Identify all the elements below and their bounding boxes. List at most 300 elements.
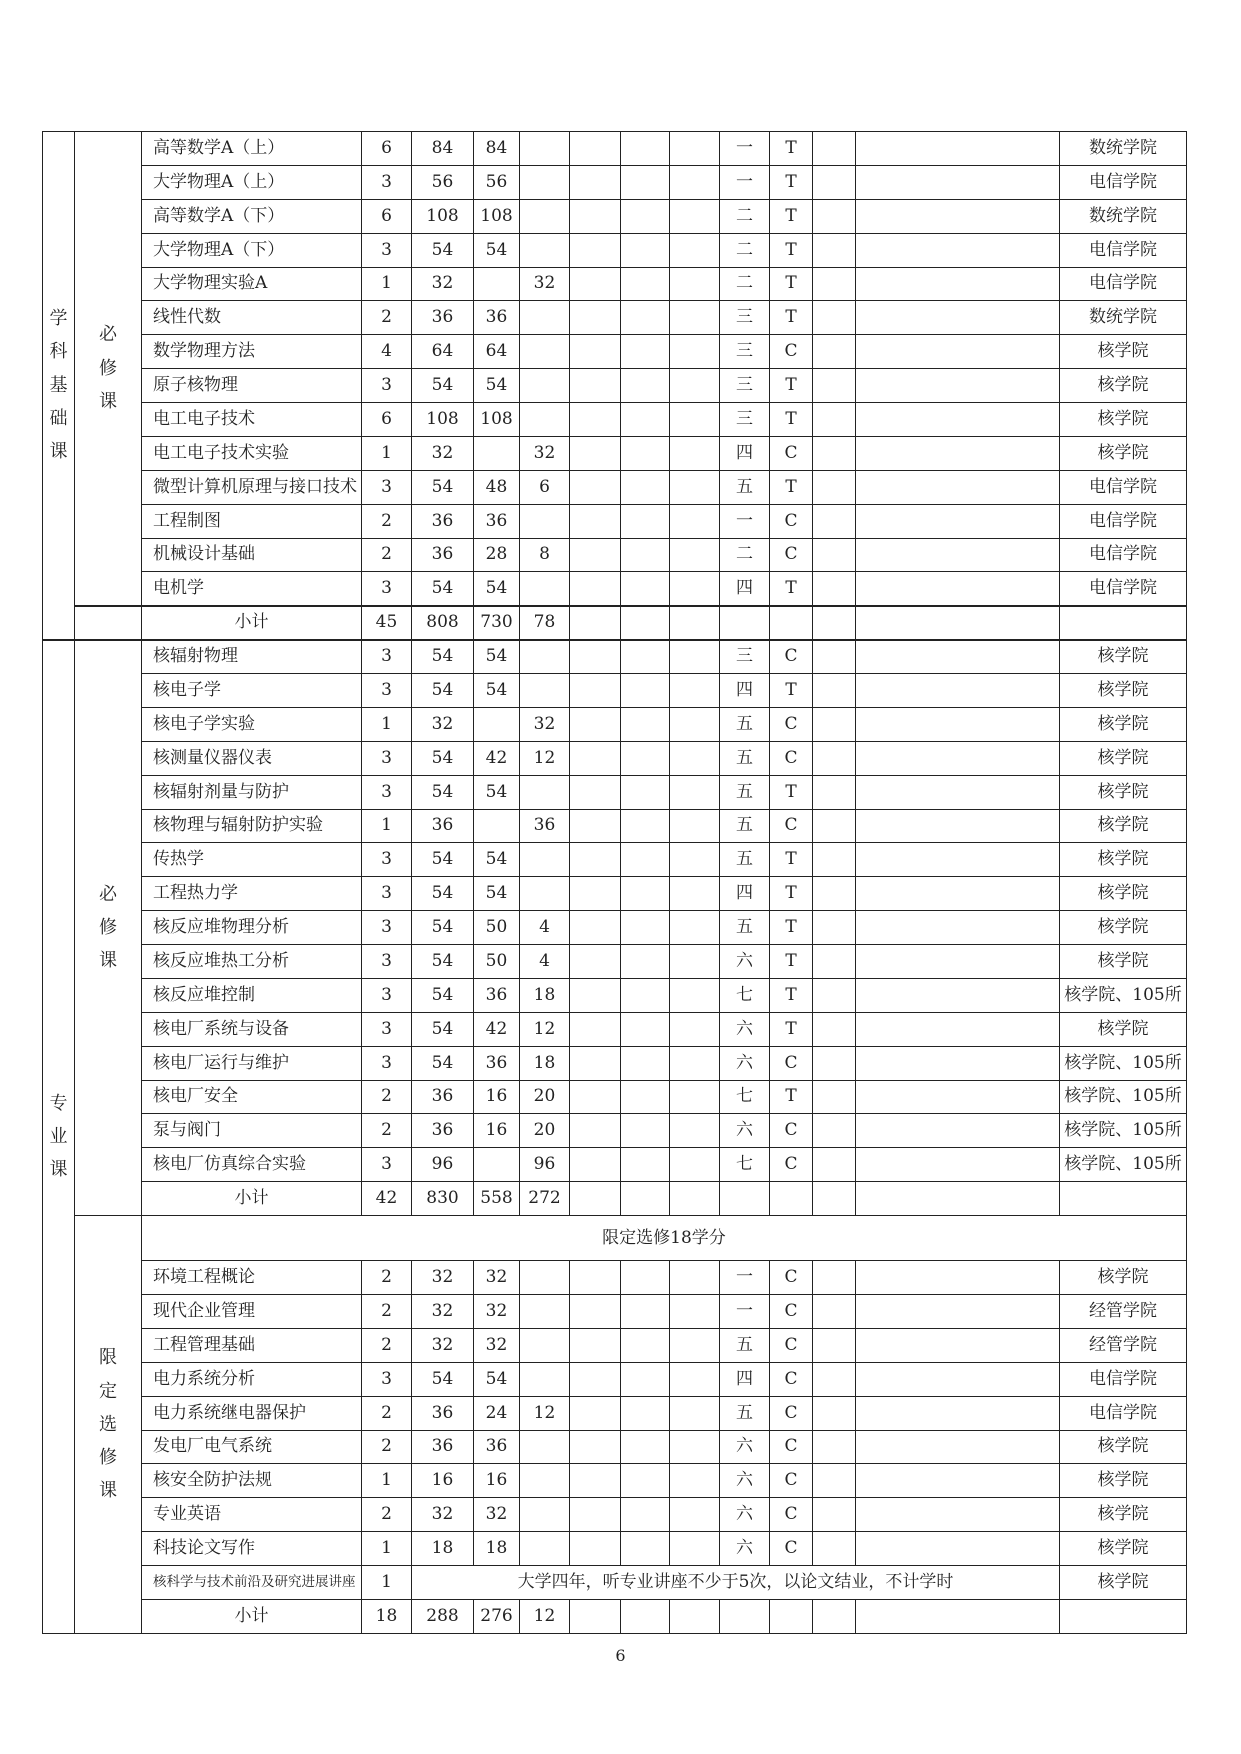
department-cell: 数统学院: [1060, 132, 1187, 166]
table-cell: [856, 877, 1060, 911]
table-cell: [621, 1464, 670, 1498]
subtotal-label: 小计: [142, 606, 362, 640]
table-cell: [570, 538, 621, 572]
table-cell: [621, 132, 670, 166]
table-cell: [621, 1599, 670, 1633]
credit-cell: 3: [362, 233, 412, 267]
table-cell: [570, 470, 621, 504]
table-cell: [621, 165, 670, 199]
table-cell: [670, 369, 720, 403]
table-cell: [474, 436, 520, 470]
credit-cell: 1: [362, 1532, 412, 1566]
table-cell: [670, 877, 720, 911]
table-cell: [621, 640, 670, 674]
table-cell: [670, 470, 720, 504]
credit-cell: 4: [362, 335, 412, 369]
table-cell: [621, 1498, 670, 1532]
exam-type-cell: C: [770, 335, 813, 369]
exam-type-cell: [770, 1599, 813, 1633]
semester-cell: 三: [720, 640, 770, 674]
table-cell: 54: [474, 674, 520, 708]
table-cell: 54: [412, 369, 474, 403]
table-row: [43, 911, 1187, 945]
course-name: 传热学: [142, 843, 362, 877]
table-row: [43, 267, 1187, 301]
table-cell: [856, 911, 1060, 945]
course-name: 原子核物理: [142, 369, 362, 403]
table-row: [43, 572, 1187, 606]
table-cell: 54: [412, 470, 474, 504]
department-cell: 电信学院: [1060, 538, 1187, 572]
table-cell: 16: [474, 1080, 520, 1114]
semester-cell: 五: [720, 843, 770, 877]
table-cell: [570, 707, 621, 741]
table-cell: [570, 301, 621, 335]
table-cell: [856, 233, 1060, 267]
department-cell: 核学院: [1060, 1261, 1187, 1295]
table-cell: 272: [520, 1182, 570, 1216]
table-cell: 78: [520, 606, 570, 640]
table-cell: 24: [474, 1396, 520, 1430]
table-row: [43, 132, 1187, 166]
exam-type-cell: C: [770, 1498, 813, 1532]
course-name: 工程热力学: [142, 877, 362, 911]
table-cell: [621, 403, 670, 437]
table-cell: [570, 741, 621, 775]
table-cell: 12: [520, 1012, 570, 1046]
course-name: 核辐射物理: [142, 640, 362, 674]
credit-cell: 1: [362, 267, 412, 301]
semester-cell: 五: [720, 809, 770, 843]
table-cell: [813, 233, 856, 267]
exam-type-cell: T: [770, 843, 813, 877]
exam-type-cell: T: [770, 978, 813, 1012]
table-cell: 18: [412, 1532, 474, 1566]
table-cell: 32: [412, 1295, 474, 1329]
table-cell: [856, 640, 1060, 674]
table-cell: [813, 640, 856, 674]
table-cell: [570, 1328, 621, 1362]
credit-cell: 2: [362, 538, 412, 572]
table-cell: [570, 369, 621, 403]
table-cell: [520, 1295, 570, 1329]
table-cell: [520, 1328, 570, 1362]
table-cell: 730: [474, 606, 520, 640]
table-cell: [670, 335, 720, 369]
table-cell: [520, 843, 570, 877]
credit-cell: 42: [362, 1182, 412, 1216]
table-cell: [813, 1430, 856, 1464]
table-cell: 54: [474, 233, 520, 267]
table-cell: [520, 403, 570, 437]
department-cell: 核学院: [1060, 369, 1187, 403]
credit-cell: 3: [362, 775, 412, 809]
table-cell: [621, 1012, 670, 1046]
table-cell: [856, 165, 1060, 199]
table-cell: [520, 369, 570, 403]
table-cell: [856, 1046, 1060, 1080]
table-cell: [621, 1046, 670, 1080]
department-cell: 核学院、105所: [1060, 978, 1187, 1012]
table-cell: [520, 1464, 570, 1498]
table-row: [43, 1430, 1187, 1464]
table-cell: [621, 301, 670, 335]
semester-cell: 三: [720, 369, 770, 403]
semester-cell: 一: [720, 1261, 770, 1295]
table-cell: 54: [474, 775, 520, 809]
exam-type-cell: T: [770, 877, 813, 911]
table-cell: [570, 436, 621, 470]
table-cell: [570, 843, 621, 877]
table-cell: [570, 1464, 621, 1498]
table-row: [43, 775, 1187, 809]
table-cell: 36: [474, 978, 520, 1012]
course-name: 科技论文写作: [142, 1532, 362, 1566]
table-row: [43, 470, 1187, 504]
table-cell: [520, 674, 570, 708]
table-cell: [570, 1430, 621, 1464]
table-row: [43, 1464, 1187, 1498]
credit-cell: 2: [362, 504, 412, 538]
table-cell: 54: [412, 877, 474, 911]
table-cell: [621, 504, 670, 538]
table-cell: 54: [412, 674, 474, 708]
department-cell: 核学院: [1060, 911, 1187, 945]
table-cell: [520, 1532, 570, 1566]
table-cell: [670, 572, 720, 606]
table-cell: [813, 1182, 856, 1216]
course-name: 专业英语: [142, 1498, 362, 1532]
table-cell: [813, 199, 856, 233]
credit-cell: 3: [362, 369, 412, 403]
category-discipline-basic: 学 科 基 础 课: [43, 132, 75, 640]
department-cell: 核学院: [1060, 843, 1187, 877]
course-name: 核电厂仿真综合实验: [142, 1148, 362, 1182]
table-row: [43, 1566, 1187, 1600]
semester-cell: 一: [720, 165, 770, 199]
table-row: [43, 843, 1187, 877]
category-major: 专 业 课: [43, 640, 75, 1634]
table-cell: [520, 877, 570, 911]
table-cell: [621, 1362, 670, 1396]
table-cell: [621, 911, 670, 945]
course-name: 泵与阀门: [142, 1114, 362, 1148]
table-cell: [813, 775, 856, 809]
semester-cell: 六: [720, 1430, 770, 1464]
table-cell: [621, 1430, 670, 1464]
exam-type-cell: T: [770, 1080, 813, 1114]
table-row: [43, 1046, 1187, 1080]
table-row: [43, 233, 1187, 267]
table-row: [43, 1261, 1187, 1295]
table-cell: 108: [474, 199, 520, 233]
table-cell: [670, 1464, 720, 1498]
table-row: [43, 978, 1187, 1012]
table-cell: [670, 1080, 720, 1114]
table-row: [43, 707, 1187, 741]
semester-cell: 四: [720, 674, 770, 708]
course-name: 电工电子技术实验: [142, 436, 362, 470]
table-cell: [856, 1464, 1060, 1498]
semester-cell: 一: [720, 504, 770, 538]
subtotal-row: [43, 1599, 1187, 1633]
exam-type-cell: C: [770, 707, 813, 741]
semester-cell: 五: [720, 775, 770, 809]
table-cell: [621, 572, 670, 606]
table-cell: 18: [520, 1046, 570, 1080]
table-cell: [570, 1261, 621, 1295]
table-cell: [621, 1295, 670, 1329]
table-cell: [813, 132, 856, 166]
table-cell: [670, 1114, 720, 1148]
table-cell: [856, 267, 1060, 301]
table-cell: [813, 1362, 856, 1396]
semester-cell: 五: [720, 1396, 770, 1430]
semester-cell: 六: [720, 1114, 770, 1148]
table-cell: [670, 640, 720, 674]
table-cell: [570, 1295, 621, 1329]
credit-cell: 1: [362, 1566, 412, 1600]
table-cell: [621, 1532, 670, 1566]
table-cell: [813, 978, 856, 1012]
course-name: 机械设计基础: [142, 538, 362, 572]
table-cell: 32: [474, 1295, 520, 1329]
exam-type-cell: C: [770, 436, 813, 470]
department-cell: 核学院: [1060, 741, 1187, 775]
table-cell: 64: [412, 335, 474, 369]
credit-cell: 6: [362, 199, 412, 233]
semester-cell: 一: [720, 132, 770, 166]
department-cell: 核学院: [1060, 1532, 1187, 1566]
type-required: 必 修 课: [75, 132, 142, 606]
table-cell: 108: [474, 403, 520, 437]
exam-type-cell: C: [770, 640, 813, 674]
table-cell: 36: [412, 1430, 474, 1464]
semester-cell: 一: [720, 1295, 770, 1329]
course-name: 核电子学: [142, 674, 362, 708]
course-name: 高等数学A（下）: [142, 199, 362, 233]
table-cell: 50: [474, 945, 520, 979]
table-cell: 32: [412, 1261, 474, 1295]
table-cell: 558: [474, 1182, 520, 1216]
table-row: [43, 945, 1187, 979]
table-cell: [570, 335, 621, 369]
course-name: 核辐射剂量与防护: [142, 775, 362, 809]
table-cell: [670, 1148, 720, 1182]
table-cell: [621, 267, 670, 301]
table-cell: [856, 470, 1060, 504]
table-cell: [670, 911, 720, 945]
semester-cell: 六: [720, 945, 770, 979]
table-cell: [670, 606, 720, 640]
lecture-remark: 大学四年，听专业讲座不少于5次，以论文结业，不计学时: [412, 1566, 1060, 1600]
credit-cell: 2: [362, 1261, 412, 1295]
table-cell: [520, 199, 570, 233]
course-name: 核科学与技术前沿及研究进展讲座: [142, 1566, 362, 1600]
exam-type-cell: T: [770, 369, 813, 403]
table-cell: 36: [412, 1114, 474, 1148]
elective-note: 限定选修18学分: [142, 1216, 1187, 1261]
table-cell: [856, 707, 1060, 741]
table-cell: [813, 911, 856, 945]
semester-cell: 四: [720, 436, 770, 470]
course-name: 发电厂电气系统: [142, 1430, 362, 1464]
exam-type-cell: C: [770, 1114, 813, 1148]
department-cell: 核学院: [1060, 707, 1187, 741]
course-name: 大学物理A（下）: [142, 233, 362, 267]
table-cell: [856, 674, 1060, 708]
table-cell: 64: [474, 335, 520, 369]
table-cell: 32: [412, 1498, 474, 1532]
table-cell: [856, 199, 1060, 233]
table-cell: [813, 301, 856, 335]
table-cell: 20: [520, 1114, 570, 1148]
table-cell: 42: [474, 741, 520, 775]
course-name: 现代企业管理: [142, 1295, 362, 1329]
table-cell: [856, 1114, 1060, 1148]
table-cell: [520, 640, 570, 674]
department-cell: 电信学院: [1060, 470, 1187, 504]
table-cell: [813, 572, 856, 606]
table-cell: [670, 1599, 720, 1633]
table-cell: 54: [474, 572, 520, 606]
exam-type-cell: T: [770, 267, 813, 301]
department-cell: 电信学院: [1060, 572, 1187, 606]
table-cell: 84: [474, 132, 520, 166]
exam-type-cell: T: [770, 470, 813, 504]
exam-type-cell: T: [770, 572, 813, 606]
table-cell: [621, 369, 670, 403]
table-cell: [813, 335, 856, 369]
semester-cell: 七: [720, 978, 770, 1012]
table-cell: 32: [520, 267, 570, 301]
table-cell: 36: [520, 809, 570, 843]
department-cell: [1060, 1182, 1187, 1216]
table-row: [43, 436, 1187, 470]
exam-type-cell: C: [770, 504, 813, 538]
table-cell: [856, 369, 1060, 403]
semester-cell: 三: [720, 301, 770, 335]
table-cell: [856, 606, 1060, 640]
table-cell: [813, 1599, 856, 1633]
table-cell: 36: [474, 301, 520, 335]
table-cell: [856, 945, 1060, 979]
table-cell: [621, 741, 670, 775]
table-cell: 54: [412, 775, 474, 809]
table-cell: [670, 674, 720, 708]
semester-cell: 六: [720, 1498, 770, 1532]
table-cell: [813, 267, 856, 301]
table-cell: [670, 538, 720, 572]
semester-cell: 四: [720, 877, 770, 911]
table-cell: 54: [412, 1012, 474, 1046]
table-cell: 108: [412, 199, 474, 233]
credit-cell: 3: [362, 1012, 412, 1046]
credit-cell: 1: [362, 436, 412, 470]
table-cell: [570, 674, 621, 708]
table-cell: 108: [412, 403, 474, 437]
table-cell: [474, 707, 520, 741]
credit-cell: 45: [362, 606, 412, 640]
exam-type-cell: T: [770, 199, 813, 233]
table-row: [43, 640, 1187, 674]
semester-cell: 七: [720, 1148, 770, 1182]
semester-cell: 二: [720, 538, 770, 572]
table-cell: [856, 775, 1060, 809]
table-cell: [856, 809, 1060, 843]
table-cell: [621, 674, 670, 708]
department-cell: 电信学院: [1060, 233, 1187, 267]
subtotal-label: 小计: [142, 1182, 362, 1216]
table-cell: [813, 1261, 856, 1295]
table-cell: [570, 877, 621, 911]
table-cell: [474, 267, 520, 301]
table-cell: [621, 1261, 670, 1295]
table-cell: [856, 301, 1060, 335]
credit-cell: 2: [362, 1430, 412, 1464]
table-cell: [474, 809, 520, 843]
table-cell: [670, 1182, 720, 1216]
table-cell: [670, 436, 720, 470]
course-name: 核反应堆热工分析: [142, 945, 362, 979]
table-row: [43, 504, 1187, 538]
credit-cell: 2: [362, 301, 412, 335]
semester-cell: 六: [720, 1532, 770, 1566]
type-blank: [75, 606, 142, 640]
table-cell: [570, 945, 621, 979]
course-name: 核物理与辐射防护实验: [142, 809, 362, 843]
table-cell: 36: [412, 1080, 474, 1114]
table-row: [43, 301, 1187, 335]
department-cell: 核学院、105所: [1060, 1114, 1187, 1148]
table-cell: 36: [412, 1396, 474, 1430]
table-row: [43, 1328, 1187, 1362]
table-cell: 32: [474, 1328, 520, 1362]
table-cell: 32: [412, 436, 474, 470]
credit-cell: 3: [362, 640, 412, 674]
table-cell: 54: [474, 1362, 520, 1396]
exam-type-cell: T: [770, 165, 813, 199]
exam-type-cell: T: [770, 674, 813, 708]
course-name: 电力系统分析: [142, 1362, 362, 1396]
exam-type-cell: [770, 1182, 813, 1216]
table-cell: 54: [412, 233, 474, 267]
table-cell: 36: [474, 1430, 520, 1464]
semester-cell: [720, 606, 770, 640]
table-cell: [670, 1396, 720, 1430]
table-row: [43, 1396, 1187, 1430]
table-cell: 288: [412, 1599, 474, 1633]
table-cell: [856, 1532, 1060, 1566]
table-cell: [570, 1080, 621, 1114]
table-cell: 28: [474, 538, 520, 572]
department-cell: 电信学院: [1060, 504, 1187, 538]
table-row: [43, 1532, 1187, 1566]
table-cell: [570, 1012, 621, 1046]
credit-cell: 2: [362, 1114, 412, 1148]
table-cell: [813, 741, 856, 775]
table-cell: [813, 1396, 856, 1430]
department-cell: 电信学院: [1060, 165, 1187, 199]
table-row: [43, 674, 1187, 708]
table-cell: 4: [520, 945, 570, 979]
table-row: [43, 538, 1187, 572]
exam-type-cell: C: [770, 1532, 813, 1566]
credit-cell: 3: [362, 470, 412, 504]
semester-cell: 五: [720, 911, 770, 945]
exam-type-cell: C: [770, 1430, 813, 1464]
table-cell: 96: [412, 1148, 474, 1182]
